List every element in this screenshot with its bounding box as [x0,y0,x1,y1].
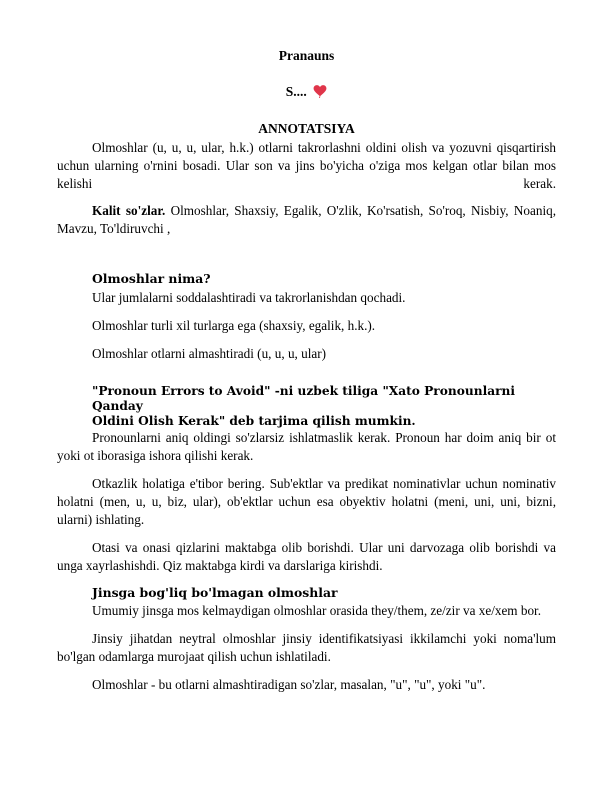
annotation-text: Olmoshlar (u, u, u, ular, h.k.) otlarni takrorlashni oldini olish va yozuvni qisqartirish uchun ularning o'rnini bosadi. Ular son va jins bo'yicha o'ziga mos kelgan otlar bilan mos kelishi [57,140,556,191]
section-heading-pronoun-errors [57,384,556,429]
paragraph: Otkazlik holatiga e'tibor bering. Sub'ektlar va predikat nominativlar uchun nominativ holatni (men, u, u, biz, ular), ob'ektlar uchun esa obyektiv holatni (meni, uni, uni, bizni, ularni) ishlating. [57,476,556,527]
section-heading-line: "Pronoun Errors to Avoid" -ni uzbek tiliga "Xato Pronounlarni Qanday [92,384,516,413]
document-subtitle [57,84,556,104]
keywords-label: Kalit so'zlar. [92,203,166,218]
section-heading-olmoshlar-nima: Olmoshlar nima? [92,271,211,286]
list-item: Ular jumlalarni soddalashtiradi va takrorlanishdan qochadi. [92,290,406,305]
section-heading-gender-neutral: Jinsga bog'liq bo'lmagan olmoshlar [92,585,338,600]
list-item: Olmoshlar turli xil turlarga ega (shaxsiy, egalik, h.k.). [92,318,376,333]
document-page [57,0,556,694]
annotation-heading: ANNOTATSIYA [258,121,355,136]
list-item: Olmoshlar otlarni almashtiradi (u, u, u, ular) [92,346,327,361]
section-heading-line: Oldini Olish Kerak" deb tarjima qilish mumkin. [92,414,416,428]
paragraph: Umumiy jinsga mos kelmaydigan olmoshlar orasida they/them, ze/zir va xe/xem bor. [92,603,542,618]
paragraph: Jinsiy jihatdan neytral olmoshlar jinsiy identifikatsiyasi ikkilamchi yoki noma'lum bo'lgan odamlarga murojaat qilish uchun ishlatiladi. [57,631,556,664]
subtitle-text: S.... [285,84,307,99]
keywords-paragraph [57,202,556,238]
keywords-list: Olmoshlar, Shaxsiy, Egalik, O'zlik, Ko'rsatish, So'roq, Nisbiy, Noaniq, Mavzu, To'ldiruvchi , [57,203,557,236]
paragraph: Pronounlarni aniq oldingi so'zlarsiz ishlatmaslik kerak. Pronoun har doim aniq bir ot yoki ot iborasiga ishora qilishi kerak. [57,430,556,463]
annotation-text-end: kerak. [523,176,556,191]
annotation-paragraph [57,139,556,193]
heart-icon [313,84,327,98]
document-title: Pranauns [278,48,335,63]
paragraph: Otasi va onasi qizlarini maktabga olib borishdi. Ular uni darvozaga olib borishdi va unga xayrlashishdi. Qiz maktabga kirdi va darslariga kirishdi. [57,540,556,573]
paragraph: Olmoshlar - bu otlarni almashtiradigan so'zlar, masalan, "u", "u", yoki "u". [92,677,486,692]
